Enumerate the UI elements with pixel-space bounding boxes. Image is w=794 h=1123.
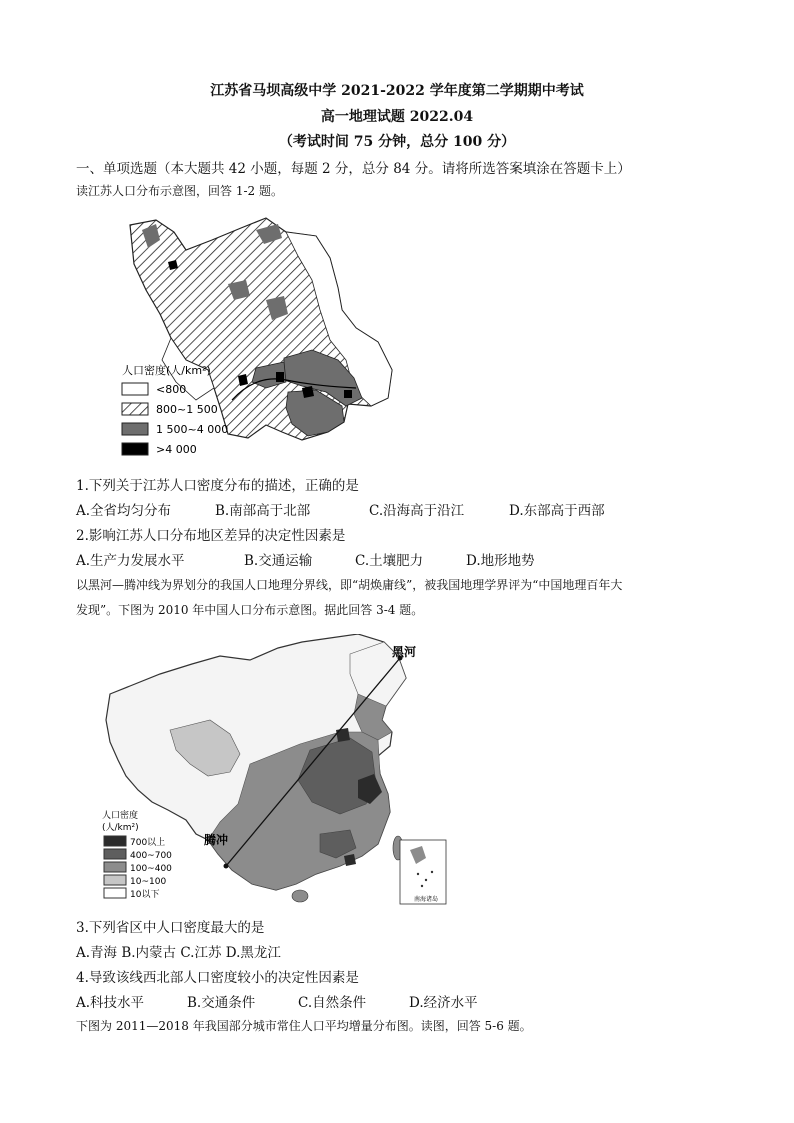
passage-2-line-2: 发现”。下图为 2010 年中国人口分布示意图。据此回答 3-4 题。 [76,603,424,617]
question-1-stem: 1.下列关于江苏人口密度分布的描述，正确的是 [76,478,359,494]
q2-option-d: D.地形地势 [466,553,535,569]
map2-legend-item-2: 400~700 [130,851,172,861]
q2-option-c: C.土壤肥力 [355,553,424,569]
hainan-island [292,890,308,902]
map2-legend-item-1: 700以上 [130,838,166,848]
exam-time-note: （考试时间 75 分钟，总分 100 分） [278,134,516,150]
map-region-black-3 [302,386,314,398]
map2-legend-item-3: 100~400 [130,864,172,874]
q1-option-d: D.东部高于西部 [509,503,605,519]
q1-option-a: A.全省均匀分布 [76,503,172,519]
map2-legend-title-1: 人口密度 [102,811,139,821]
map-region-black-1 [276,372,284,382]
inset-label: 南海诸岛 [414,896,439,903]
map2-legend-item-5: 10以下 [130,890,160,900]
q4-option-a: A.科技水平 [76,995,145,1011]
exam-title: 江苏省马坝高级中学 2021-2022 学年度第二学期期中考试 [210,83,584,99]
q4-option-b: B.交通条件 [187,995,256,1011]
region-700-plus-2 [336,728,350,742]
question-2-stem: 2.影响江苏人口分布地区差异的决定性因素是 [76,528,346,544]
map1-legend-item-4: >4 000 [156,443,197,456]
question-4-stem: 4.导致该线西北部人口密度较小的决定性因素是 [76,970,359,986]
question-1-options [76,499,605,519]
section-heading: 一、单项选题（本大题共 42 小题，每题 2 分，总分 84 分。请将所选答案填涂在答题卡上） [76,161,631,177]
china-population-map [100,634,450,908]
exam-subtitle: 高一地理试题 2022.04 [320,109,474,125]
map1-legend-item-2: 800~1 500 [156,403,218,416]
q2-option-a: A.生产力发展水平 [76,553,185,569]
q2-option-b: B.交通运输 [244,553,313,569]
map1-legend-item-3: 1 500~4 000 [156,423,229,436]
question-3-stem: 3.下列省区中人口密度最大的是 [76,920,265,936]
passage-2-line-1: 以黑河—腾冲线为界划分的我国人口地理分界线，即“胡焕庸线”，被我国地理学界评为“中国地理百年大 [76,578,623,592]
q1-option-b: B.南部高于北部 [215,503,311,519]
map2-legend-item-4: 10~100 [130,877,167,887]
map2-legend-title-2: (人/km²) [102,823,139,833]
map1-legend-title: 人口密度(人/km²) [122,364,211,377]
question-2-options [76,549,535,569]
q4-option-d: D.经济水平 [409,995,478,1011]
label-tengchong: 腾冲 [204,833,229,847]
question-3-options: A.青海 B.内蒙古 C.江苏 D.黑龙江 [76,945,281,961]
passage-3: 下图为 2011—2018 年我国部分城市常住人口平均增量分布图。读图，回答 5-6 题。 [76,1019,532,1033]
map-region-black-5 [344,390,352,398]
label-heihe: 黑河 [392,645,417,659]
jiangsu-population-map [116,210,406,460]
map1-legend-item-1: <800 [156,383,187,396]
question-4-options [76,991,478,1011]
region-700-plus-3 [344,854,356,866]
intro-text: 读江苏人口分布示意图，回答 1-2 题。 [76,184,283,198]
q1-option-c: C.沿海高于沿江 [369,503,465,519]
q4-option-c: C.自然条件 [298,995,367,1011]
